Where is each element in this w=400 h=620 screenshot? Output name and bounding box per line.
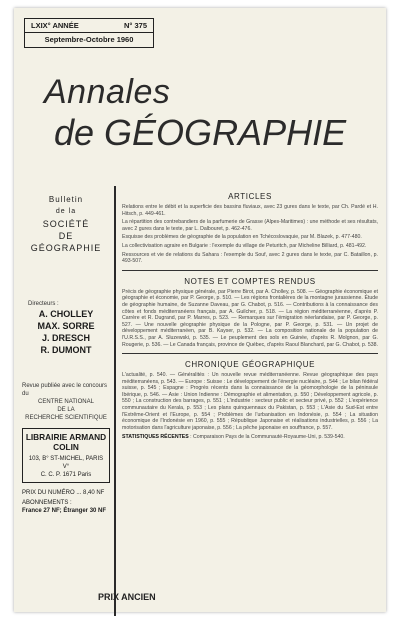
price-line: PRIX DU NUMÉRO ... 8,40 NF: [22, 490, 105, 496]
vertical-rule: [114, 186, 116, 616]
section-divider: [122, 353, 378, 354]
directeur-name: R. DUMONT: [40, 345, 92, 355]
publisher-address: 103, B° ST-MICHEL, PARIS V°: [28, 456, 104, 470]
concours-line: CENTRE NATIONAL: [38, 399, 94, 405]
concours-line: Revue publiée avec le concours du: [22, 383, 108, 397]
statistiques-body: : Comparaison Pays de la Communauté-Royaume-Uni, p. 539-540.: [190, 434, 345, 441]
issue-number: N° 375: [123, 21, 147, 30]
directeurs-label: Directeurs :: [28, 301, 59, 307]
statistiques-heading: STATISTIQUES RÉCENTES: [122, 434, 189, 441]
article-entry: Relations entre le débit et la superficie des bassins fluviaux, avec 23 gures dans le texte, par Ch. Pardé et H. Hitsch, p. 449-461.: [122, 204, 378, 217]
directeur-name: MAX. SORRE: [37, 321, 95, 331]
title-line-geographie: de GÉOGRAPHIE: [54, 112, 347, 153]
publisher-name: LIBRAIRIE ARMAND COLIN: [25, 432, 107, 452]
title-line-annales: Annales: [44, 73, 171, 111]
societe-line2: DE GÉOGRAPHIE: [30, 231, 102, 253]
journal-title: [44, 72, 374, 154]
sidebar: [22, 190, 110, 515]
issue-year: LXIX° ANNÉE: [31, 21, 79, 30]
chronique-heading: CHRONIQUE GÉOGRAPHIQUE: [184, 360, 316, 370]
abonnements-label: ABONNEMENTS :: [22, 500, 72, 506]
article-entry: Ressources et vie de relations du Sahara : l'exemple du Souf, avec 2 gures dans le texte, par C. Bataillon, p. 493-507.: [122, 251, 378, 265]
articles-heading: ARTICLES: [228, 192, 272, 201]
issue-box: [24, 18, 154, 48]
publisher-ccp: C. C. P. 1671 Paris: [40, 472, 92, 478]
issue-period: Septembre-Octobre 1960: [44, 35, 134, 44]
journal-cover: [14, 8, 386, 612]
publisher-box: [22, 428, 110, 483]
societe-line1: SOCIÉTÉ: [42, 219, 90, 229]
notes-body: Précis de géographie physique générale, par Pierre Birot, par A. Cholley, p. 508. — Géographie économique et géographie et économie, par P. George, p. 510. — Les régions frontalières de la montagne jurassienne. Étude de géographie humaine, de Suzanne Daveau, par G. Chabot, p. 516. — Contributions à la connaissance des côtes et fonds méditerranéens français, par A. Guilcher, p. 518. — La région méditerranéenne, d'après P. Carrère et R. Dugrand, par P. Marres, p. 523. — Remarques sur l'émigration néerlandaise, par P. George, p. 527. — Une nouvelle géographie physique de la Pologne, par P. George, p. 531. — Un projet de développement méditerranéen, par B. Kayser, p. 532. — La composition nationale de la population de l'U.R.S.S., par A. Sluzewski, p. 535. — Le peuplement des sols en Guinée, d'après R. Molgnon, par G. Rougerie, p. 536. — Le Canada français, province de Québec, d'après Raoul Blanchard, par G. Chabot, p. 538.: [122, 288, 378, 348]
section-divider: [122, 270, 378, 271]
notes-heading: NOTES ET COMPTES RENDUS: [184, 276, 316, 286]
article-entry: La collectivisation agraire en Bulgarie : l'exemple du village de Peturitch, par Micheline Billiard, p. 481-492.: [122, 242, 367, 249]
statistiques-entry: [122, 434, 378, 441]
concours-line: DE LA: [57, 407, 75, 413]
de-la-label: de la: [55, 208, 77, 215]
directeur-name: A. CHOLLEY: [38, 309, 94, 319]
price-stamp: PRIX ANCIEN: [98, 592, 156, 602]
bulletin-label: Bulletin: [48, 195, 84, 204]
abonnements-prices: France 27 NF; Étranger 30 NF: [22, 508, 107, 514]
chronique-body: L'actualité, p. 540. — Généralités : Un nouvelle revue méditerranéenne. Revue géographique des pays méditerranéens, p. 543. — Europe : Suisse : Le développement de l'énergie nucléaire, p. 544 ; Le bilan fédéral suisse, p. 545 ; Espagne : Progrès récents dans la connaissance de la géomorphologie de la péninsule Ibérique, p. 546. — Asie : Union Indienne : Démographie et alimentation, p. 550 ; Développement agricole, p. 550 ; La construction des barrages, p. 551 ; L'industrie : secteur public et secteur privé, p. 552 ; L'expérience communautaire du Kerala, p. 553 ; Les plans quinquennaux du Pakistan, p. 553 ; L'Asie du Sud-Est entre l'Extrême-Orient et l'Europe, p. 554 ; Problèmes de l'urbanisation en Indonésie, p. 554 ; La situation économique de l'Indonésie en 1960, p. 555 ; République Japonaise et réalisations industrielles, p. 556 ; La motorisation dans l'agriculture japonaise, p. 556 ; La pêche japonaise en souffrance, p. 557.: [122, 372, 378, 431]
contents: [122, 192, 378, 443]
concours-block: [22, 382, 110, 422]
article-entry: La répartition des contrebandiers de la parfumerie de Grasse (Alpes-Maritimes) : une méthode et ses résultats, avec 2 gures dans le texte, par L. Dalbouret, p. 462-476.: [122, 219, 378, 232]
directeur-name: J. DRESCH: [41, 333, 90, 343]
concours-line: RECHERCHE SCIENTIFIQUE: [25, 415, 107, 421]
article-entry: Esquisse des problèmes de géographie de la population en Tchécoslovaquie, par M. Blazek, p. 477-480.: [122, 234, 362, 241]
